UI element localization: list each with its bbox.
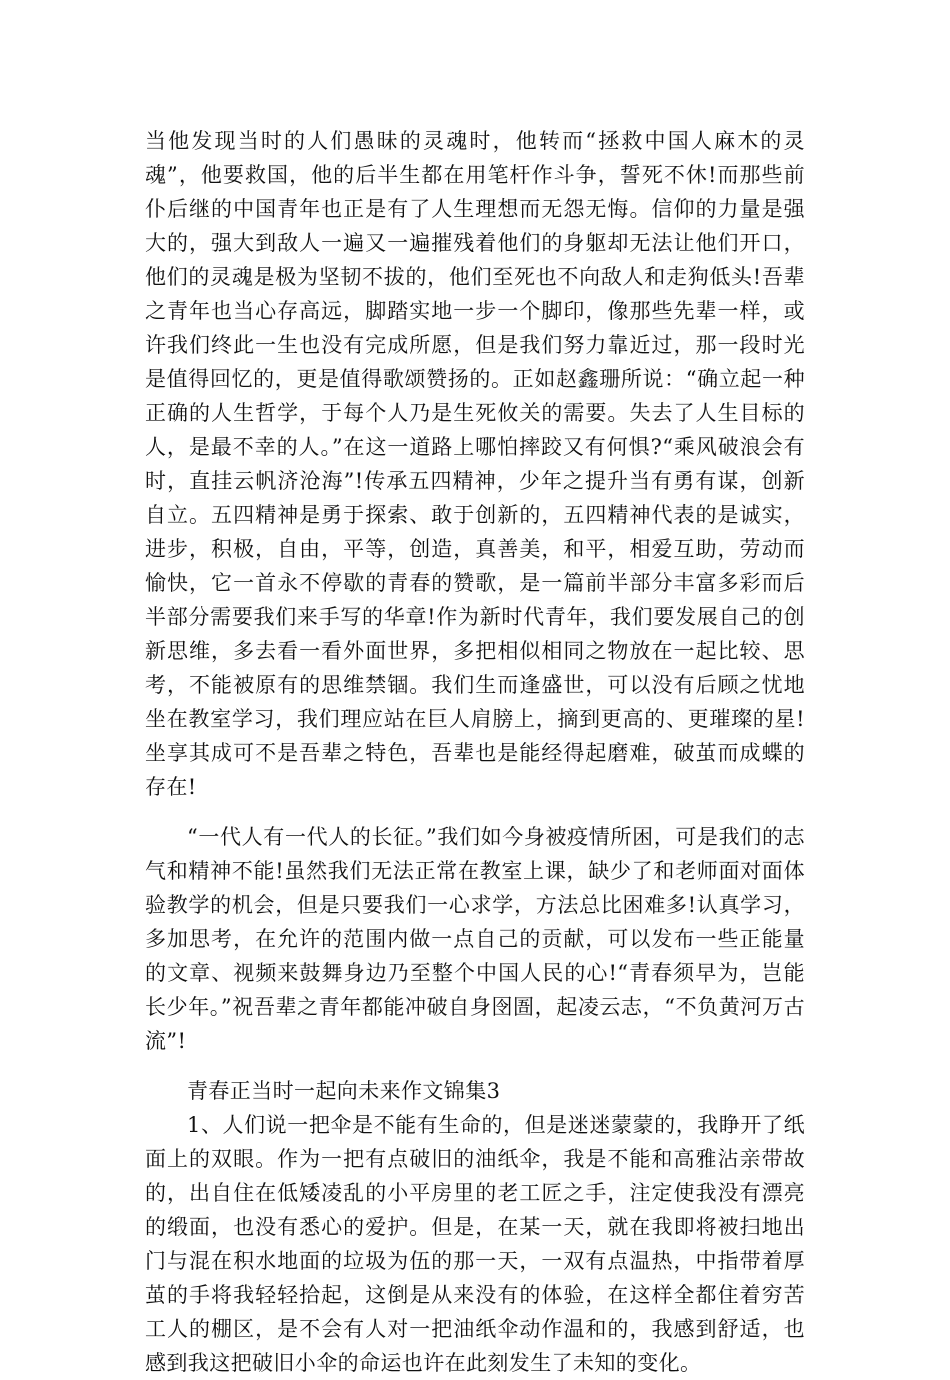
paragraph-oil-paper-umbrella: 1、人们说一把伞是不能有生命的，但是迷迷蒙蒙的，我睁开了纸面上的双眼。作为一把有点破旧的油纸伞，我是不能和高雅沾亲带故的，出自住在低矮凌乱的小平房里的老工匠之手，注定使我没有漂亮的缎面，也没有悉心的爱护。但是，在某一天，就在我即将被扫地出门与混在积水地面的垃圾为伍的那一天，一双有点温热，中指带着厚茧的手将我轻轻拾起，这倒是从来没有的体验，在这样全都住着穷苦工人的棚区，是不会有人对一把油纸伞动作温和的，我感到舒适，也感到我这把破旧小伞的命运也许在此刻发生了未知的变化。 xyxy=(145,1113,805,1375)
paragraph-lu-xun-and-youth: 当他发现当时的人们愚昧的灵魂时，他转而“拯救中国人麻木的灵魂”，他要救国，他的后半生都在用笔杆作斗争，誓死不休!而那些前仆后继的中国青年也正是有了人生理想而无怨无悔。信仰的力量是强大的，强大到敌人一遍又一遍摧残着他们的身躯却无法让他们开口，他们的灵魂是极为坚韧不拔的，他们至死也不向敌人和走狗低头!吾辈之青年也当心存高远，脚踏实地一步一个脚印，像那些先辈一样，或许我们终此一生也没有完成所愿，但是我们努力靠近过，那一段时光是值得回忆的，更是值得歌颂赞扬的。正如赵鑫珊所说：“确立起一种正确的人生哲学，于每个人乃是生死攸关的需要。失去了人生目标的人，是最不幸的人。”在这一道路上哪怕摔跤又有何惧?“乘风破浪会有时，直挂云帆济沧海”!传承五四精神，少年之提升当有勇有谋，创新自立。五四精神是勇于探索、敢于创新的，五四精神代表的是诚实，进步，积极，自由，平等，创造，真善美，和平，相爱互助，劳动而愉快，它一首永不停歇的青春的赞歌，是一篇前半部分丰富多彩而后半部分需要我们来手写的华章!作为新时代青年，我们要发展自己的创新思维，多去看一看外面世界，多把相似相同之物放在一起比较、思考，不能被原有的思维禁锢。我们生而逢盛世，可以没有后顾之忧地坐在教室学习，我们理应站在巨人肩膀上，摘到更高的、更璀璨的星!坐享其成可不是吾辈之特色，吾辈也是能经得起磨难，破茧而成蝶的存在! xyxy=(145,129,805,799)
section-heading: 青春正当时一起向未来作文锦集3 xyxy=(187,1079,501,1103)
paragraph-long-march-generation: “一代人有一代人的长征。”我们如今身被疫情所困，可是我们的志气和精神不能!虽然我们无法正常在教室上课，缺少了和老师面对面体验教学的机会，但是只要我们一心求学，方法总比困难多!认真学习，多加思考，在允许的范围内做一点自己的贡献，可以发布一些正能量的文章、视频来鼓舞身边乃至整个中国人民的心!“青春须早为，岂能长少年。”祝吾辈之青年都能冲破自身囹圄，起凌云志，“不负黄河万古流”! xyxy=(145,825,805,1053)
document-page xyxy=(145,124,805,1380)
